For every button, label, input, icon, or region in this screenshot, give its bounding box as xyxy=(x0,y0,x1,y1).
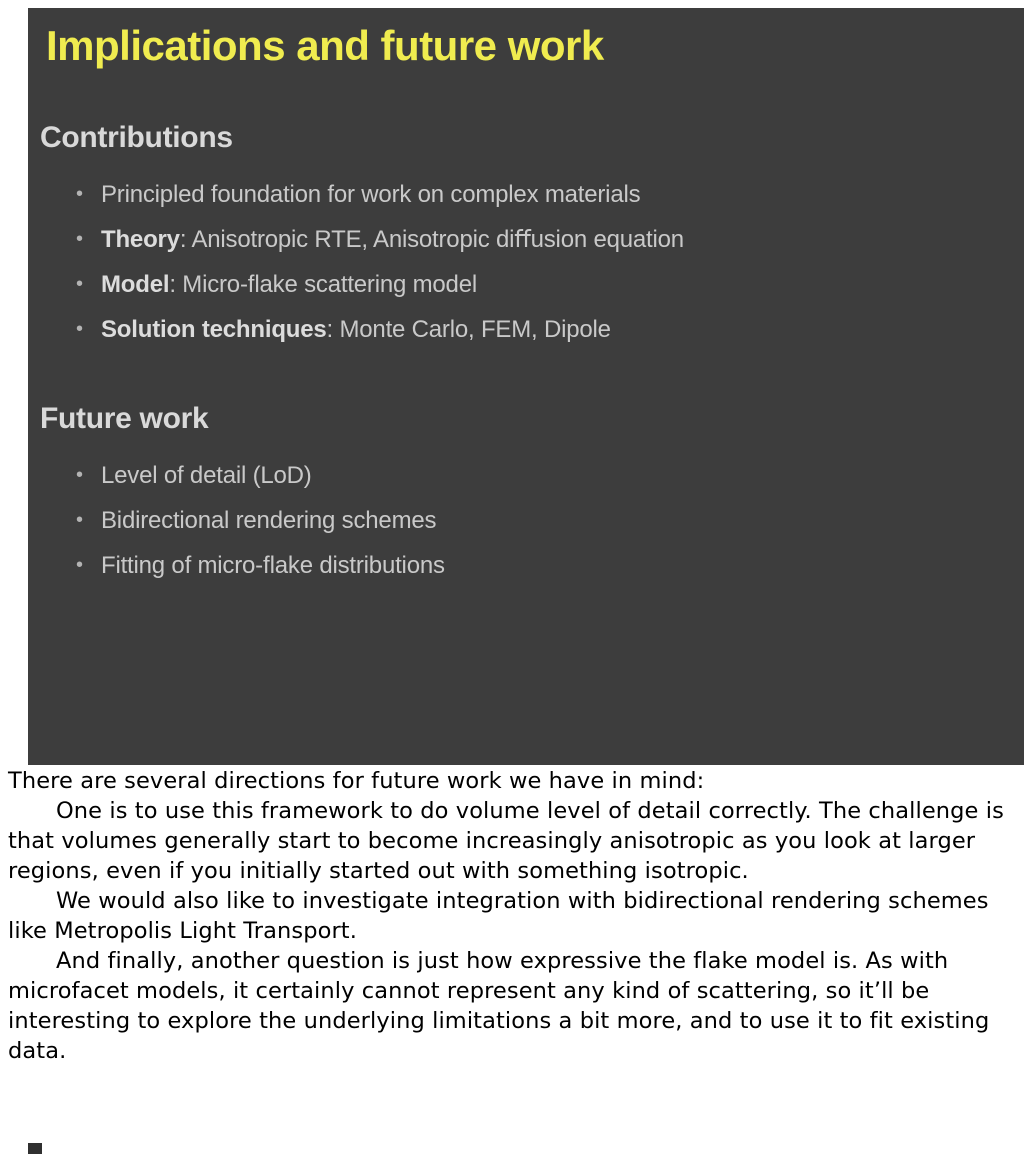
future-work-section xyxy=(40,401,1004,588)
bullet-rest: : Anisotropic RTE, Anisotropic diﬀusion equation xyxy=(179,226,684,253)
slide-title: Implications and future work xyxy=(46,22,604,69)
notes-paragraph: One is to use this framework to do volume level of detail correctly. The challenge is that volumes generally start to become increasingly anisotropic as you look at larger regions, even if you initially started out with something isotropic. xyxy=(8,798,1004,884)
bullet-item xyxy=(76,262,1004,307)
notes-paragraph: We would also like to investigate integration with bidirectional rendering schemes like Metropolis Light Transport. xyxy=(8,888,989,944)
bullet-rest: : Micro-ﬂake scattering model xyxy=(169,270,477,298)
bullet-dot-icon: • xyxy=(76,228,83,250)
contributions-section xyxy=(40,120,1004,352)
bullet-item xyxy=(76,307,1004,352)
future-work-bullet-list xyxy=(40,453,1004,588)
contributions-heading: Contributions xyxy=(40,121,233,154)
notes-paragraph: And finally, another question is just how expressive the flake model is. As with microfacet models, it certainly cannot represent any kind of scattering, so it’ll be interesting to explore the underlying limitations a bit more, and to use it to fit existing data. xyxy=(8,948,990,1064)
bullet-rest: Fitting of micro-ﬂake distributions xyxy=(101,551,445,579)
bullet-dot-icon: • xyxy=(76,554,83,576)
bullet-item xyxy=(76,217,1004,262)
notes-paragraph: There are several directions for future work we have in mind: xyxy=(8,768,705,794)
bullet-text xyxy=(101,271,477,299)
bullet-text xyxy=(101,225,684,254)
slide-canvas xyxy=(28,8,1024,765)
bullet-rest: Level of detail (LoD) xyxy=(101,461,312,489)
bullet-rest: : Monte Carlo, FEM, Dipole xyxy=(326,315,611,343)
bullet-text xyxy=(101,462,312,490)
bullet-dot-icon: • xyxy=(76,273,83,295)
bullet-text xyxy=(101,181,640,209)
bullet-bold: Model xyxy=(101,270,170,298)
bullet-item xyxy=(76,453,1004,498)
bullet-dot-icon: • xyxy=(76,464,83,486)
bullet-rest: Bidirectional rendering schemes xyxy=(101,506,437,534)
bullet-bold: Theory xyxy=(101,226,180,253)
speaker-notes xyxy=(0,766,1024,1066)
bullet-bold: Solution techniques xyxy=(101,315,327,343)
bullet-dot-icon: • xyxy=(76,318,83,340)
future-work-heading: Future work xyxy=(40,402,209,435)
bullet-item xyxy=(76,543,1004,588)
next-slide-corner xyxy=(28,1143,42,1154)
bullet-item xyxy=(76,172,1004,217)
bullet-text xyxy=(101,552,445,580)
bullet-dot-icon: • xyxy=(76,509,83,531)
bullet-dot-icon: • xyxy=(76,183,83,205)
bullet-text xyxy=(101,507,436,535)
contributions-bullet-list xyxy=(40,172,1004,352)
bullet-rest: Principled foundation for work on complex materials xyxy=(101,180,641,208)
bullet-text xyxy=(101,316,611,344)
bullet-item xyxy=(76,498,1004,543)
